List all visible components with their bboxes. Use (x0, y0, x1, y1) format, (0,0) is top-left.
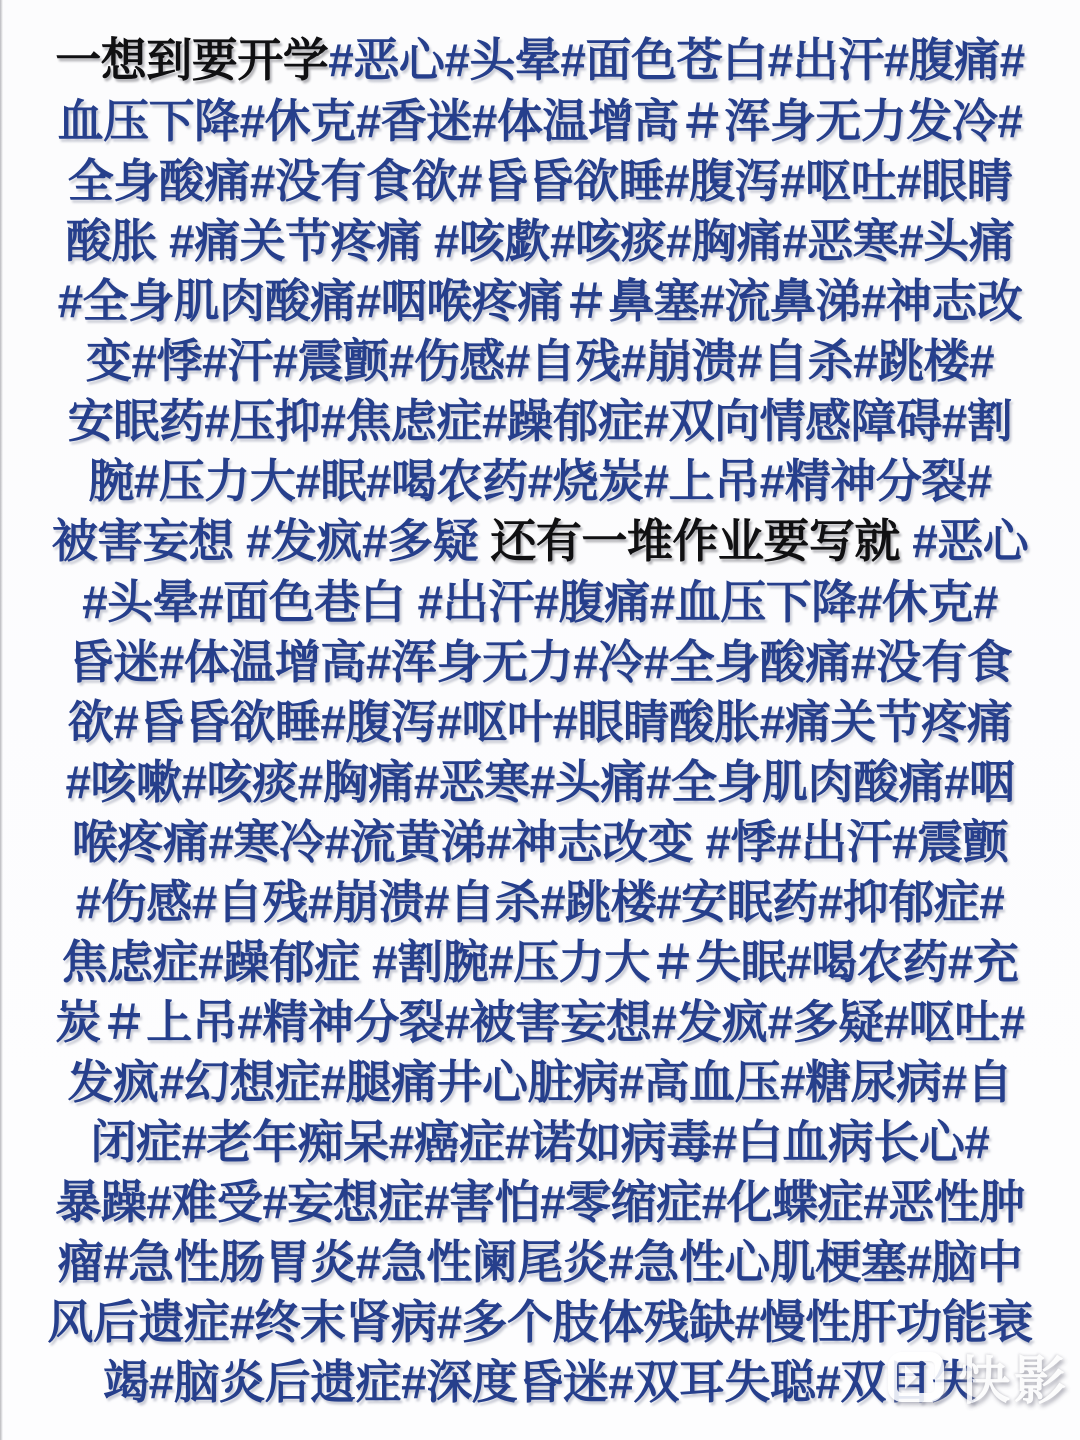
hashtag-text: 风后遗症#终末肾病#多个肢体残缺#慢性肝功能衰 (47, 1296, 1033, 1348)
hashtag-text: 暴躁#难受#妄想症#害怕#零缩症#化蝶症#恶性肿 (55, 1176, 1025, 1228)
hashtag-text: 腕#压力大#眠#喝农药#烧炭#上吊#精神分裂# (88, 455, 992, 507)
meme-text (0, 30, 1080, 1412)
hashtag-text: 喉疼痛#寒冷#流黄涕#神志改变 #悸#出汗#震颤 (71, 816, 1009, 868)
text-line (6, 511, 1074, 572)
text-line (6, 211, 1074, 271)
hashtag-text: #头晕#面色巷白 #出汗#腹痛#血压下降#休克# (82, 576, 998, 628)
text-line (6, 632, 1074, 692)
text-line (6, 872, 1074, 932)
hashtag-text: 血压下降#休克#香迷#体温增高＃浑身无力发冷# (57, 95, 1023, 147)
text-line (6, 992, 1074, 1052)
text-line (6, 752, 1074, 812)
text-line (6, 1052, 1074, 1112)
hashtag-text: 瘤#急性肠胃炎#急性阑尾炎#急性心肌梗塞#脑中 (57, 1236, 1023, 1288)
text-line (6, 1232, 1074, 1292)
hashtag-text: 欲#昏昏欲睡#腹泻#呕叶#眼睛酸胀#痛关节疼痛 (67, 696, 1013, 748)
hashtag-text: 发疯#幻想症#腿痛井心脏病#高血压#糖尿病#自 (67, 1056, 1013, 1108)
hashtag-text: #恶心#头晕#面色苍白#出汗#腹痛# (328, 34, 1025, 86)
text-line (6, 331, 1074, 391)
hashtag-text: 被害妄想 #发疯#多疑 (51, 515, 491, 567)
text-line (6, 932, 1074, 992)
hashtag-text: 酸胀 #痛关节疼痛 #咳歔#咳痰#胸痛#恶寒#头痛 (65, 215, 1015, 267)
text-line (6, 451, 1074, 511)
hashtag-text: #伤感#自残#崩溃#自杀#跳楼#安眠药#抑郁症# (75, 876, 1005, 928)
hashtag-text: 闭症#老年痴呆#癌症#诺如病毒#白血病长心# (90, 1116, 990, 1168)
text-line (6, 391, 1074, 451)
hashtag-text: 变#悸#汗#震颤#伤感#自残#崩溃#自杀#跳楼# (85, 335, 995, 387)
highlight-text: 还有一堆作业要写就 (490, 516, 900, 567)
text-line (6, 151, 1074, 211)
hashtag-text: 全身酸痛#没有食欲#昏昏欲睡#腹泻#呕吐#眼睛 (67, 155, 1013, 207)
text-line (6, 1352, 1074, 1412)
hashtag-text: #咳嗽#咳痰#胸痛#恶寒#头痛#全身肌肉酸痛#咽 (65, 756, 1015, 808)
hashtag-text: 焦虑症#躁郁症 #割腕#压力大＃失眠#喝农药#充 (61, 936, 1019, 988)
text-line (6, 1292, 1074, 1352)
hashtag-text: 炭＃上吊#精神分裂#被害妄想#发疯#多疑#呕吐# (55, 996, 1025, 1048)
text-line (6, 692, 1074, 752)
text-line (6, 91, 1074, 151)
hashtag-text: 竭#脑炎后遗症#深度昏迷#双耳失聪#双目失 (103, 1356, 977, 1408)
hashtag-text: #恶心 (899, 515, 1029, 567)
text-line (6, 1172, 1074, 1232)
text-line (6, 812, 1074, 872)
text-line (6, 1112, 1074, 1172)
watermark-label: 快影 (957, 1353, 1070, 1411)
hashtag-text: #全身肌肉酸痛#咽喉疼痛＃鼻塞#流鼻涕#神志改 (57, 275, 1023, 327)
text-line (6, 271, 1074, 331)
highlight-text: 一想到要开学 (55, 35, 329, 86)
text-line (6, 30, 1074, 91)
hashtag-text: 昏迷#体温增高#浑身无力#冷#全身酸痛#没有食 (67, 636, 1013, 688)
hashtag-text: 安眠药#压抑#焦虑症#躁郁症#双向情感障碍#割 (67, 395, 1013, 447)
text-line (6, 572, 1074, 632)
